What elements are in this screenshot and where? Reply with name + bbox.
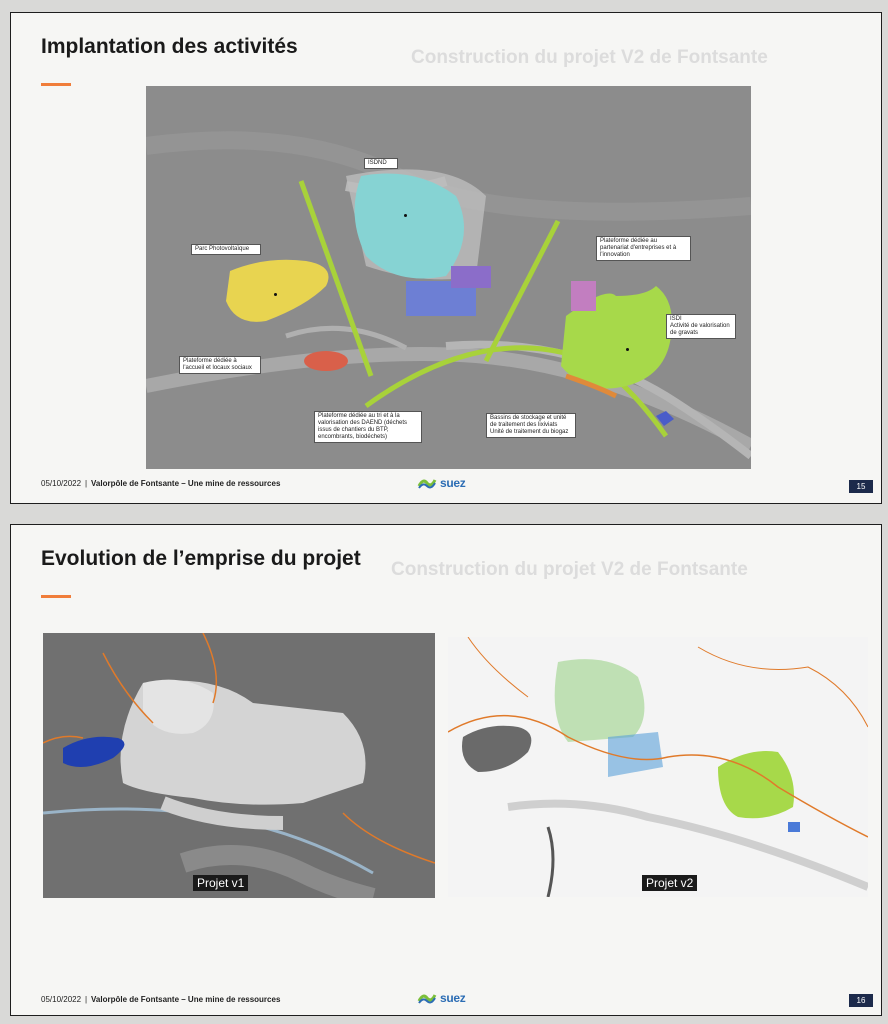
label-plateforme-partenariat: Plateforme dédiée au partenariat d'entreprises et à l'innovation [596,236,691,261]
slide-15 [10,12,882,504]
site-map-graphic [146,86,751,469]
suez-logo-icon [417,476,437,490]
title-accent [41,83,71,86]
label-projet-v2: Projet v2 [642,875,697,891]
label-projet-v1: Projet v1 [193,875,248,891]
slide-16 [10,524,882,1016]
footer-date: 05/10/2022 [41,479,82,488]
footer-text: Valorpôle de Fontsante – Une mine de ressources [91,479,281,488]
suez-logo-text: suez [440,476,466,490]
suez-logo [417,991,465,1005]
map-projet-v2-graphic [448,637,868,897]
slide-title: Implantation des activités [41,35,298,58]
isdi-marker [626,348,629,351]
ghost-title: Construction du projet V2 de Fontsante [411,47,768,68]
map-projet-v2 [448,637,868,897]
map-projet-v1-graphic [43,633,435,898]
parc-marker [274,293,277,296]
map-projet-v1 [43,633,435,898]
label-plateforme-accueil: Plateforme dédiée à l'accueil et locaux sociaux [179,356,261,374]
suez-logo-icon [417,991,437,1005]
title-accent [41,595,71,598]
label-bassins: Bassins de stockage et unité de traitement des lixiviats Unité de traitement du biogaz [486,413,576,438]
footer-date: 05/10/2022 [41,995,82,1004]
footer-separator: | [85,995,88,1004]
site-map [146,86,751,469]
suez-logo-text: suez [440,991,466,1005]
page-number: 16 [849,994,873,1007]
ghost-title: Construction du projet V2 de Fontsante [391,559,748,580]
suez-logo [417,476,465,490]
page-number: 15 [849,480,873,493]
slide-title: Evolution de l’emprise du projet [41,547,361,570]
label-isdnd: ISDND [364,158,398,169]
label-isdi: ISDI Activité de valorisation de gravats [666,314,736,339]
isdnd-marker [404,214,407,217]
footer-text: Valorpôle de Fontsante – Une mine de ressources [91,995,281,1004]
label-parc: Parc Photovoltaïque [191,244,261,255]
footer-separator: | [85,479,88,488]
label-plateforme-tri: Plateforme dédiée au tri et à la valorisation des DAEND (déchets issus de chantiers du BTP, encombrants, biodéchets) [314,411,422,443]
